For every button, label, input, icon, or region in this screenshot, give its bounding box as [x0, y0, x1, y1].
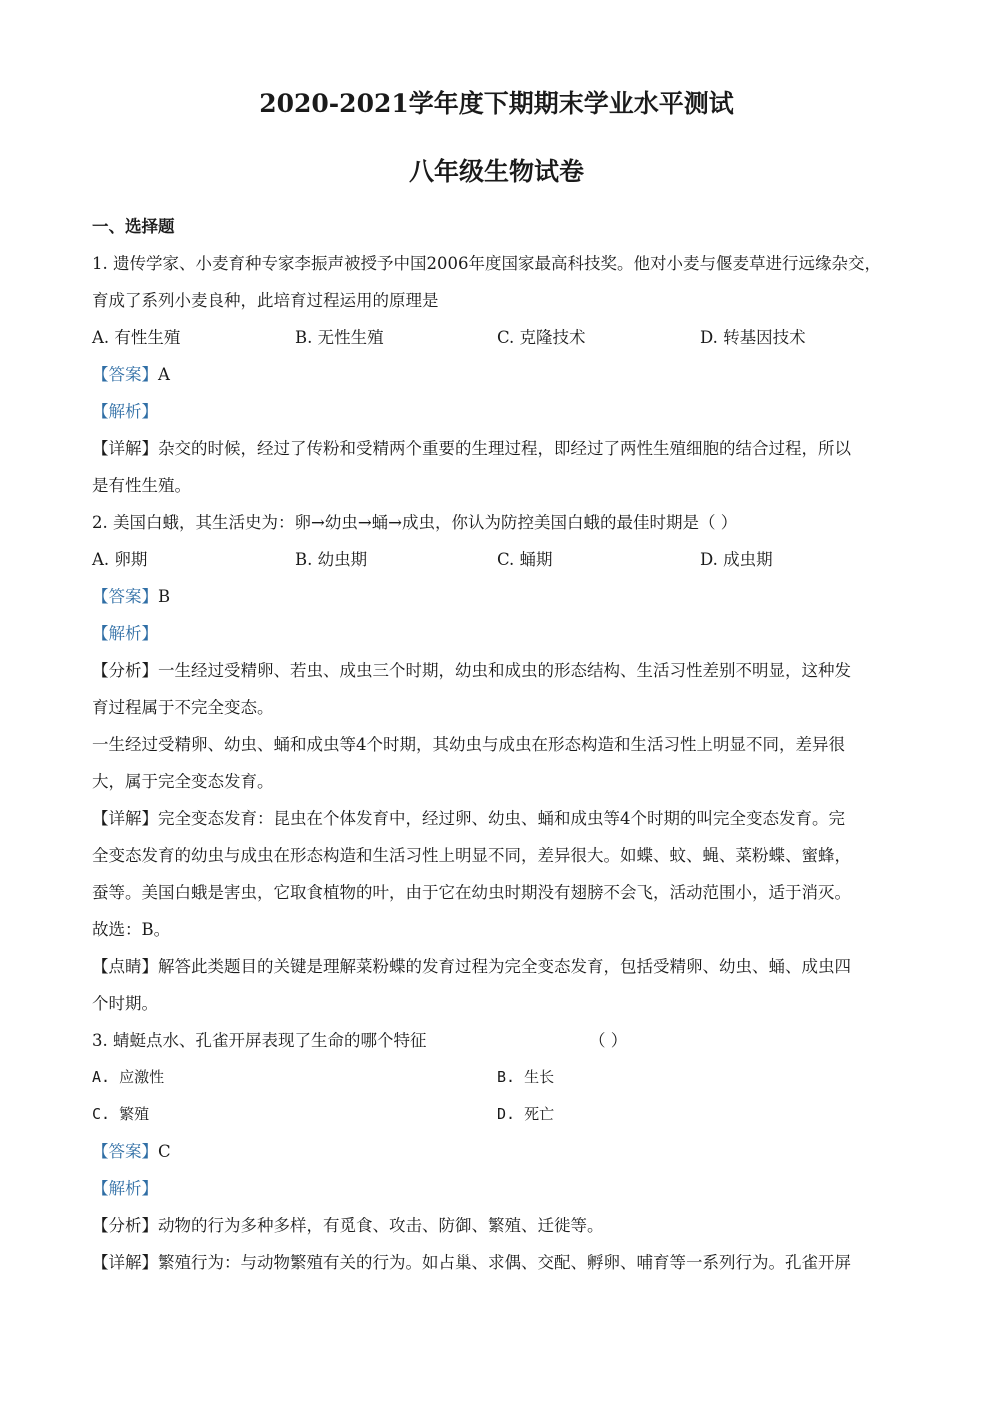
answer-tag: 【答案】 — [92, 587, 158, 606]
q1-option-b: B. 无性生殖 — [295, 328, 384, 347]
q1-answer-line — [92, 356, 912, 393]
q3-fenxi-line1 — [92, 1207, 912, 1244]
q3-answer: C — [158, 1142, 171, 1161]
q3-option-b: B. 生长 — [497, 1068, 555, 1086]
q2-detail-line4: 故选：B。 — [92, 920, 171, 939]
q3-paren: （ ） — [589, 1031, 628, 1050]
analysis-tag: 【解析】 — [92, 624, 158, 643]
document-subtitle: 八年级生物试卷 — [408, 157, 584, 186]
q2-dianjing-line2: 个时期。 — [92, 994, 158, 1013]
q1-detail-line1 — [92, 430, 912, 467]
q2-answer: B — [158, 587, 171, 606]
answer-tag: 【答案】 — [92, 365, 158, 384]
detail-tag: 【详解】 — [92, 1253, 158, 1272]
fenxi-tag: 【分析】 — [92, 1216, 158, 1235]
q1-options — [92, 319, 912, 356]
q3-option-c: C. 繁殖 — [92, 1105, 150, 1123]
q1-stem-line1: 1. 遗传学家、小麦育种专家李振声被授予中国2006年度国家最高科技奖。他对小麦与偃麦草进行远缘杂交， — [92, 254, 881, 273]
q1-detail-text1: 杂交的时候，经过了传粉和受精两个重要的生理过程，即经过了两性生殖细胞的结合过程，所以 — [158, 439, 851, 458]
q2-stem: 2. 美国白蛾，其生活史为：卵→幼虫→蛹→成虫，你认为防控美国白蛾的最佳时期是（ ） — [92, 513, 738, 532]
q1-option-a: A. 有性生殖 — [92, 328, 181, 347]
q2-analysis-line — [92, 615, 912, 652]
q2-fenxi-line2: 育过程属于不完全变态。 — [92, 698, 274, 717]
dianjing-tag: 【点睛】 — [92, 957, 158, 976]
q1-answer: A — [158, 365, 170, 384]
q2-answer-line — [92, 578, 912, 615]
q1-detail-line2: 是有性生殖。 — [92, 476, 191, 495]
q2-options — [92, 541, 912, 578]
q2-detail-line1 — [92, 800, 912, 837]
q2-dianjing-text1: 解答此类题目的关键是理解菜粉蝶的发育过程为完全变态发育，包括受精卵、幼虫、蛹、成虫四 — [158, 957, 851, 976]
q2-option-b: B. 幼虫期 — [295, 550, 368, 569]
q3-detail-line1 — [92, 1244, 912, 1281]
q2-dianjing-line1 — [92, 948, 912, 985]
analysis-tag: 【解析】 — [92, 1179, 158, 1198]
document-title: 2020-2021学年度下期期末学业水平测试 — [259, 89, 734, 118]
q3-options-row2 — [92, 1096, 912, 1133]
q2-fenxi-text1: 一生经过受精卵、若虫、成虫三个时期，幼虫和成虫的形态结构、生活习性差别不明显，这种发 — [158, 661, 851, 680]
q3-fenxi-text1: 动物的行为多种多样，有觅食、攻击、防御、繁殖、迁徙等。 — [158, 1216, 604, 1235]
q3-detail-text1: 繁殖行为：与动物繁殖有关的行为。如占巢、求偶、交配、孵卵、哺育等一系列行为。孔雀开屏 — [158, 1253, 851, 1272]
analysis-tag: 【解析】 — [92, 402, 158, 421]
q2-option-a: A. 卵期 — [92, 550, 148, 569]
q1-option-c: C. 克隆技术 — [497, 328, 586, 347]
fenxi-tag: 【分析】 — [92, 661, 158, 680]
detail-tag: 【详解】 — [92, 809, 158, 828]
q2-option-d: D. 成虫期 — [700, 550, 773, 569]
detail-tag: 【详解】 — [92, 439, 158, 458]
q2-fenxi-line1 — [92, 652, 912, 689]
q3-stem-line — [92, 1022, 912, 1059]
q2-fenxi-line3: 一生经过受精卵、幼虫、蛹和成虫等4个时期，其幼虫与成虫在形态构造和生活习性上明显不同，差异很 — [92, 735, 845, 754]
q2-fenxi-line4: 大，属于完全变态发育。 — [92, 772, 274, 791]
q3-option-d: D. 死亡 — [497, 1105, 555, 1123]
q3-option-a: A. 应激性 — [92, 1068, 165, 1086]
q3-options-row1 — [92, 1059, 912, 1096]
q3-answer-line — [92, 1133, 912, 1170]
q2-detail-line3: 蚕等。美国白蛾是害虫，它取食植物的叶，由于它在幼虫时期没有翅膀不会飞，活动范围小，适于消灭。 — [92, 883, 851, 902]
q3-stem: 3. 蜻蜓点水、孔雀开屏表现了生命的哪个特征 — [92, 1031, 427, 1050]
section-heading: 一、选择题 — [92, 217, 175, 236]
q1-option-d: D. 转基因技术 — [700, 328, 806, 347]
q3-analysis-line — [92, 1170, 912, 1207]
q2-detail-text1: 完全变态发育：昆虫在个体发育中，经过卵、幼虫、蛹和成虫等4个时期的叫完全变态发育。完 — [158, 809, 845, 828]
document-body — [92, 208, 912, 1281]
q1-analysis-line — [92, 393, 912, 430]
q2-option-c: C. 蛹期 — [497, 550, 553, 569]
q1-stem-line2: 育成了系列小麦良种，此培育过程运用的原理是 — [92, 291, 439, 310]
answer-tag: 【答案】 — [92, 1142, 158, 1161]
q2-detail-line2: 全变态发育的幼虫与成虫在形态构造和生活习性上明显不同，差异很大。如蝶、蚊、蝇、菜粉蝶、蜜蜂， — [92, 846, 851, 865]
